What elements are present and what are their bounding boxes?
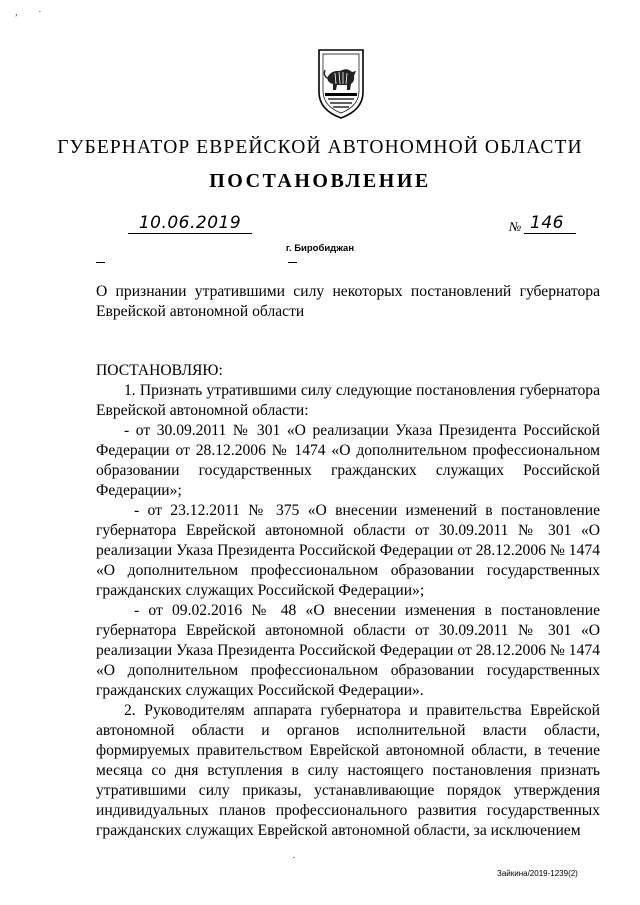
scan-mark: , bbox=[15, 6, 18, 18]
document-body bbox=[96, 361, 600, 841]
document-subject: О признании утратившими силу некоторых постановлений губернатора Еврейской автономной области bbox=[96, 283, 600, 320]
sub-item-2: - от 23.12.2011 № 375 «О внесении изменений в постановление губернатора Еврейской автономной области от 30.09.2011 № 301 «О реализации Указа Президента Российской Федерации от 28.12.2006 № 1474 «О дополнительном профессиональном образовании государственных гражданских служащих Российской Федерации»; bbox=[96, 502, 600, 599]
sub-item-3: - от 09.02.2016 № 48 «О внесении изменения в постановление губернатора Еврейской автономной области от 30.09.2011 № 301 «О реализации Указа Президента Российской Федерации от 28.12.2006 № 1474 «О дополнительном профессиональном образовании государственных гражданских служащих Российской Федерации». bbox=[96, 602, 600, 699]
water-stripes bbox=[328, 99, 354, 107]
issuer-title: ГУБЕРНАТОР ЕВРЕЙСКОЙ АВТОНОМНОЙ ОБЛАСТИ bbox=[57, 137, 583, 158]
number-label: № bbox=[509, 219, 522, 234]
scan-mark: · bbox=[38, 6, 42, 18]
footer-document-code: Зайкина/2019-1239(2) bbox=[497, 869, 578, 878]
paragraph-1: 1. Признать утратившими силу следующие постановления губернатора Еврейской автономной области: bbox=[96, 382, 600, 419]
resolution-heading: ПОСТАНОВЛЯЮ: bbox=[96, 362, 223, 379]
bracket-mark-left bbox=[96, 262, 105, 263]
paragraph-2: 2. Руководителям аппарата губернатора и правительства Еврейской автономной области и органов исполнительной власти области, формируемых правительством Еврейской автономной области, в течение месяца со дня вступления в силу настоящего постановления признать утратившими силу приказы, устанавливающие порядок утверждения индивидуальных планов профессионального развития государственных гражданских служащих Еврейской автономной области, за исключением bbox=[96, 702, 600, 839]
bracket-mark-right bbox=[288, 262, 297, 263]
city-label: г. Биробиджан bbox=[285, 243, 355, 254]
document-date: 10.06.2019 bbox=[128, 213, 252, 234]
ground-strip bbox=[325, 93, 357, 96]
scan-mark: · bbox=[292, 852, 296, 864]
tiger-icon bbox=[324, 69, 356, 90]
document-number: 146 bbox=[524, 213, 576, 234]
sub-item-1: - от 30.09.2011 № 301 «О реализации Указа Президента Российской Федерации от 28.12.2006 № 1474 «О дополнительном профессиональном образовании государственных гражданских служащих Российской Федерации»; bbox=[96, 422, 600, 499]
coat-of-arms-emblem bbox=[295, 42, 387, 128]
document-type-title: ПОСТАНОВЛЕНИЕ bbox=[209, 170, 431, 192]
